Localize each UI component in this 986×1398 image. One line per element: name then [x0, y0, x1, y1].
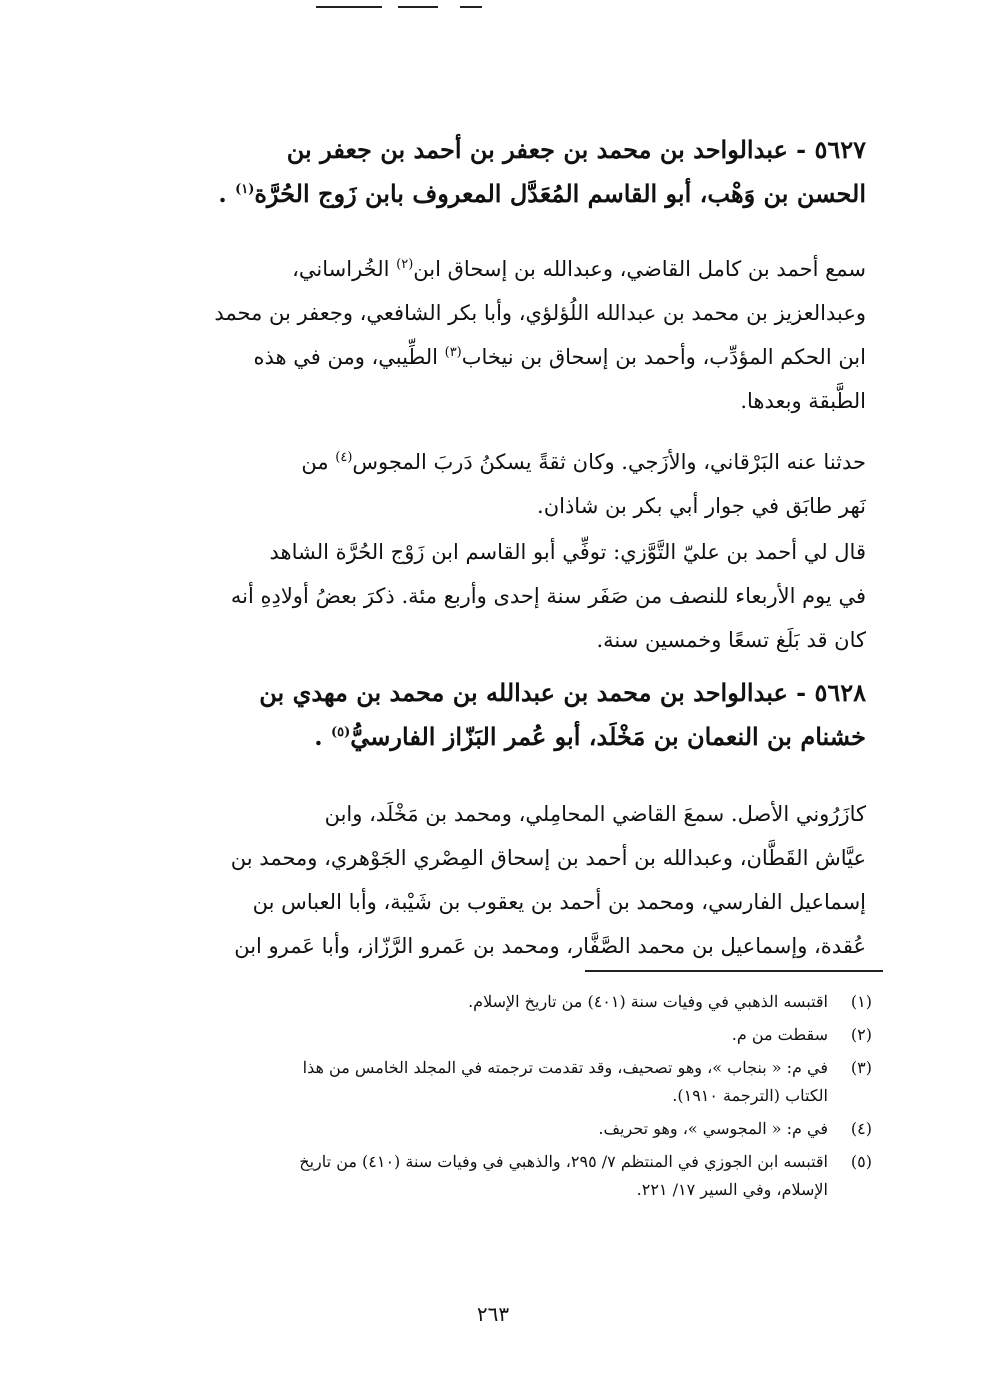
- footnote-text: في م: « بنجاب »، وهو تصحيف، وقد تقدمت ترجمته في المجلد الخامس من هذا: [302, 1058, 828, 1077]
- footnote-text: الكتاب (الترجمة ١٩١٠).: [672, 1086, 828, 1105]
- paragraph-4-line-1: كازَرُوني الأصل. سمعَ القاضي المحامِلي، ومحمد بن مَخْلَد، وابن: [324, 802, 866, 826]
- footnote-ref-2: (٢): [396, 257, 414, 272]
- entry-5627-heading: [158, 128, 866, 216]
- footnote-separator: [585, 970, 883, 972]
- footnote-ref-4: (٤): [335, 450, 353, 465]
- footnote-number: (١): [850, 992, 872, 1011]
- paragraph-3-line-2: في يوم الأربعاء للنصف من صَفَر سنة إحدى وأربع مئة. ذكرَ بعضُ أولادِهِ أنه: [230, 584, 866, 608]
- paragraph-1-line-1: سمع أحمد بن كامل القاضي، وعبدالله بن إسحاق ابن$^{(٢)}$ الخُراساني،: [292, 257, 866, 281]
- paragraph-2: [158, 440, 866, 528]
- footnote-ref-3: (٣): [444, 345, 462, 360]
- footnote-number: (٤): [850, 1119, 872, 1138]
- footnote-number: (٢): [850, 1025, 872, 1044]
- footnote: [158, 1054, 872, 1110]
- footnote: [158, 1148, 872, 1204]
- footnote-ref-5: (٥): [331, 725, 351, 740]
- footnote-text: اقتبسه الذهبي في وفيات سنة (٤٠١) من تاريخ الإسلام.: [468, 992, 828, 1011]
- paragraph-3: [158, 530, 866, 662]
- entry-5628-line-2: خشنام بن النعمان بن مَخْلَد، أبو عُمر البَزّاز الفارسيُّ$^{(٥)}$ .: [314, 722, 866, 751]
- paragraph-3-line-1: قال لي أحمد بن عليّ التَّوَّزي: توفِّي أبو القاسم ابن زَوْج الحُرَّة الشاهد: [269, 540, 866, 564]
- footnotes: [158, 988, 872, 1209]
- footnote: [158, 1021, 872, 1049]
- footnote: [158, 1115, 872, 1143]
- footnote-text: في م: « المجوسي »، وهو تحريف.: [598, 1119, 828, 1138]
- footnote-text: اقتبسه ابن الجوزي في المنتظم ٧/ ٢٩٥، والذهبي في وفيات سنة (٤١٠) من تاريخ: [299, 1152, 828, 1171]
- top-rule-right: [460, 6, 482, 8]
- paragraph-1: [158, 247, 866, 423]
- paragraph-4: [158, 792, 866, 968]
- paragraph-3-line-3: كان قد بَلَغ تسعًا وخمسين سنة.: [596, 628, 866, 652]
- page-number: ٢٦٣: [476, 1302, 510, 1326]
- paragraph-4-line-4: عُقدة، وإسماعيل بن محمد الصَّفَّار، ومحمد بن عَمرو الرَّزّاز، وأبا عَمرو ابن: [234, 934, 866, 958]
- entry-5627-line-1: ٥٦٢٧ - عبدالواحد بن محمد بن جعفر بن أحمد بن جعفر بن: [286, 135, 866, 164]
- paragraph-1-line-2: وعبدالعزيز بن محمد بن عبدالله اللُؤلؤي، وأبا بكر الشافعي، وجعفر بن محمد: [214, 301, 866, 325]
- footnote: [158, 988, 872, 1016]
- paragraph-2-line-1: حدثنا عنه البَرْقاني، والأزَجي. وكان ثقةً يسكنُ دَربَ المجوس$^{(٤)}$ من: [301, 450, 866, 474]
- top-rule-middle: [398, 6, 438, 8]
- footnote-number: (٣): [850, 1058, 872, 1077]
- footnote-text: سقطت من م.: [731, 1025, 828, 1044]
- footnote-number: (٥): [850, 1152, 872, 1171]
- entry-5628-line-1: ٥٦٢٨ - عبدالواحد بن محمد بن عبدالله بن محمد بن مهدي بن: [259, 678, 866, 707]
- paragraph-1-line-4: الطَّبقة وبعدها.: [740, 389, 866, 413]
- footnote-text: الإسلام، وفي السير ١٧/ ٢٢١.: [636, 1180, 828, 1199]
- top-rule-left: [316, 6, 382, 8]
- paragraph-1-line-3: ابن الحكم المؤدِّب، وأحمد بن إسحاق بن نيخاب$^{(٣)}$ الطِّيبي، ومن في هذه: [253, 345, 866, 369]
- entry-5627-line-2: الحسن بن وَهْب، أبو القاسم المُعَدَّل المعروف بابن زَوج الحُرَّة$^{(١)}$ .: [218, 179, 866, 208]
- paragraph-4-line-2: عيَّاش القَطَّان، وعبدالله بن أحمد بن إسحاق المِصْري الجَوْهري، ومحمد بن: [230, 846, 866, 870]
- entry-5628-heading: [158, 671, 866, 759]
- paragraph-2-line-2: نَهر طابَق في جوار أبي بكر بن شاذان.: [537, 494, 866, 518]
- paragraph-4-line-3: إسماعيل الفارسي، ومحمد بن أحمد بن يعقوب بن شَيْبة، وأبا العباس بن: [252, 890, 866, 914]
- footnote-ref-1: (١): [235, 182, 255, 197]
